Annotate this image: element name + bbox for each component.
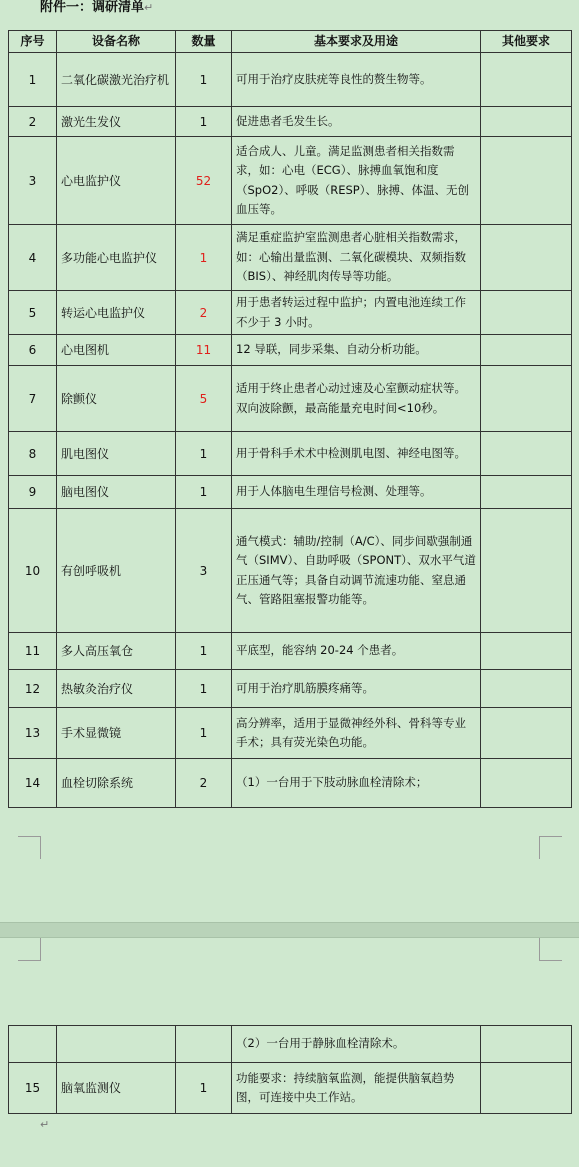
cell-device-name: 激光生发仪 — [57, 107, 176, 137]
cell-requirements: （1）一台用于下肢动脉血栓清除术； — [232, 759, 481, 808]
cell-other-requirements — [481, 759, 572, 808]
table-row — [9, 225, 572, 291]
cell-index: 2 — [9, 107, 57, 137]
cell-device-name: 多功能心电监护仪 — [57, 225, 176, 291]
cell-requirements: （2）一台用于静脉血栓清除术。 — [232, 1026, 481, 1063]
header-qty: 数量 — [176, 31, 232, 53]
table-header-row — [9, 31, 572, 53]
cell-other-requirements — [481, 509, 572, 633]
table-row — [9, 432, 572, 476]
cell-quantity: 1 — [176, 633, 232, 670]
cell-other-requirements — [481, 633, 572, 670]
paragraph-mark: ↵ — [40, 1118, 50, 1131]
page-corner-mark — [539, 836, 562, 859]
cell-other-requirements — [481, 225, 572, 291]
cell-requirements: 功能要求：持续脑氧监测，能提供脑氧趋势图，可连接中央工作站。 — [232, 1063, 481, 1114]
cell-other-requirements — [481, 708, 572, 759]
cell-device-name: 除颤仪 — [57, 366, 176, 432]
table-row — [9, 633, 572, 670]
cell-device-name: 心电图机 — [57, 335, 176, 366]
title-text: 附件一：调研清单 — [40, 0, 145, 15]
cell-index: 5 — [9, 291, 57, 335]
cell-device-name: 血栓切除系统 — [57, 759, 176, 808]
page-corner-mark — [18, 938, 41, 961]
cell-device-name: 脑电图仪 — [57, 476, 176, 509]
cell-device-name: 肌电图仪 — [57, 432, 176, 476]
table-row — [9, 366, 572, 432]
cell-quantity: 52 — [176, 137, 232, 225]
cell-index: 9 — [9, 476, 57, 509]
table-row — [9, 1026, 572, 1063]
cell-quantity: 1 — [176, 670, 232, 708]
table-row — [9, 509, 572, 633]
document-title — [40, 0, 153, 16]
header-name: 设备名称 — [57, 31, 176, 53]
cell-index: 6 — [9, 335, 57, 366]
cell-requirements: 12 导联，同步采集、自动分析功能。 — [232, 335, 481, 366]
document-page-2 — [0, 938, 579, 1167]
cell-quantity: 1 — [176, 107, 232, 137]
cell-quantity: 5 — [176, 366, 232, 432]
cell-device-name: 二氧化碳激光治疗机 — [57, 53, 176, 107]
cell-index: 3 — [9, 137, 57, 225]
cell-quantity: 1 — [176, 225, 232, 291]
cell-requirements: 平底型，能容纳 20-24 个患者。 — [232, 633, 481, 670]
table-row — [9, 53, 572, 107]
cell-quantity: 11 — [176, 335, 232, 366]
cell-index: 4 — [9, 225, 57, 291]
cell-other-requirements — [481, 366, 572, 432]
cell-other-requirements — [481, 53, 572, 107]
cell-quantity: 1 — [176, 708, 232, 759]
cell-device-name: 转运心电监护仪 — [57, 291, 176, 335]
cell-requirements: 用于患者转运过程中监护；内置电池连续工作不少于 3 小时。 — [232, 291, 481, 335]
table-row — [9, 291, 572, 335]
cell-other-requirements — [481, 335, 572, 366]
cell-device-name: 多人高压氧仓 — [57, 633, 176, 670]
cell-quantity: 3 — [176, 509, 232, 633]
page-corner-mark — [539, 938, 562, 961]
cell-device-name: 有创呼吸机 — [57, 509, 176, 633]
cell-other-requirements — [481, 107, 572, 137]
header-other: 其他要求 — [481, 31, 572, 53]
table-row — [9, 759, 572, 808]
cell-index: 7 — [9, 366, 57, 432]
cell-index: 14 — [9, 759, 57, 808]
cell-quantity: 1 — [176, 53, 232, 107]
cell-quantity: 2 — [176, 759, 232, 808]
table-row — [9, 708, 572, 759]
cell-other-requirements — [481, 291, 572, 335]
cell-requirements: 可用于治疗皮肤疣等良性的赘生物等。 — [232, 53, 481, 107]
cell-other-requirements — [481, 1026, 572, 1063]
header-req: 基本要求及用途 — [232, 31, 481, 53]
page-corner-mark — [18, 836, 41, 859]
page-break-gap — [0, 922, 579, 938]
table-row — [9, 137, 572, 225]
cell-device-name: 手术显微镜 — [57, 708, 176, 759]
cell-requirements: 通气模式：辅助/控制（A/C）、同步间歇强制通气（SIMV）、自助呼吸（SPONT）、双水平气道正压通气等；具备自动调节流速功能、窒息通气、管路阻塞报警功能等。 — [232, 509, 481, 633]
table-row — [9, 335, 572, 366]
survey-table-continued — [8, 1025, 572, 1114]
paragraph-mark: ↵ — [144, 1, 154, 14]
cell-index: 15 — [9, 1063, 57, 1114]
cell-quantity: 1 — [176, 432, 232, 476]
cell-other-requirements — [481, 476, 572, 509]
cell-requirements: 高分辨率，适用于显微神经外科、骨科等专业手术；具有荧光染色功能。 — [232, 708, 481, 759]
cell-device-name — [57, 1026, 176, 1063]
cell-quantity — [176, 1026, 232, 1063]
cell-other-requirements — [481, 137, 572, 225]
cell-index: 8 — [9, 432, 57, 476]
cell-device-name: 心电监护仪 — [57, 137, 176, 225]
survey-table — [8, 30, 572, 808]
cell-requirements: 满足重症监护室监测患者心脏相关指数需求，如：心输出量监测、二氧化碳模块、双频指数（BIS）、神经肌肉传导等功能。 — [232, 225, 481, 291]
table-row — [9, 107, 572, 137]
cell-index: 10 — [9, 509, 57, 633]
cell-index: 1 — [9, 53, 57, 107]
cell-quantity: 1 — [176, 1063, 232, 1114]
cell-index: 12 — [9, 670, 57, 708]
cell-device-name: 脑氧监测仪 — [57, 1063, 176, 1114]
table-row — [9, 1063, 572, 1114]
cell-device-name: 热敏灸治疗仪 — [57, 670, 176, 708]
cell-requirements: 适用于终止患者心动过速及心室颤动症状等。双向波除颤，最高能量充电时间<10秒。 — [232, 366, 481, 432]
cell-requirements: 可用于治疗肌筋膜疼痛等。 — [232, 670, 481, 708]
cell-index: 11 — [9, 633, 57, 670]
table-row — [9, 476, 572, 509]
cell-other-requirements — [481, 1063, 572, 1114]
cell-quantity: 2 — [176, 291, 232, 335]
cell-other-requirements — [481, 432, 572, 476]
cell-index: 13 — [9, 708, 57, 759]
cell-requirements: 促进患者毛发生长。 — [232, 107, 481, 137]
cell-index — [9, 1026, 57, 1063]
header-idx: 序号 — [9, 31, 57, 53]
cell-requirements: 用于人体脑电生理信号检测、处理等。 — [232, 476, 481, 509]
cell-quantity: 1 — [176, 476, 232, 509]
cell-other-requirements — [481, 670, 572, 708]
cell-requirements: 适合成人、儿童。满足监测患者相关指数需求，如：心电（ECG）、脉搏血氧饱和度（SpO2）、呼吸（RESP）、脉搏、体温、无创血压等。 — [232, 137, 481, 225]
table-row — [9, 670, 572, 708]
cell-requirements: 用于骨科手术术中检测肌电图、神经电图等。 — [232, 432, 481, 476]
